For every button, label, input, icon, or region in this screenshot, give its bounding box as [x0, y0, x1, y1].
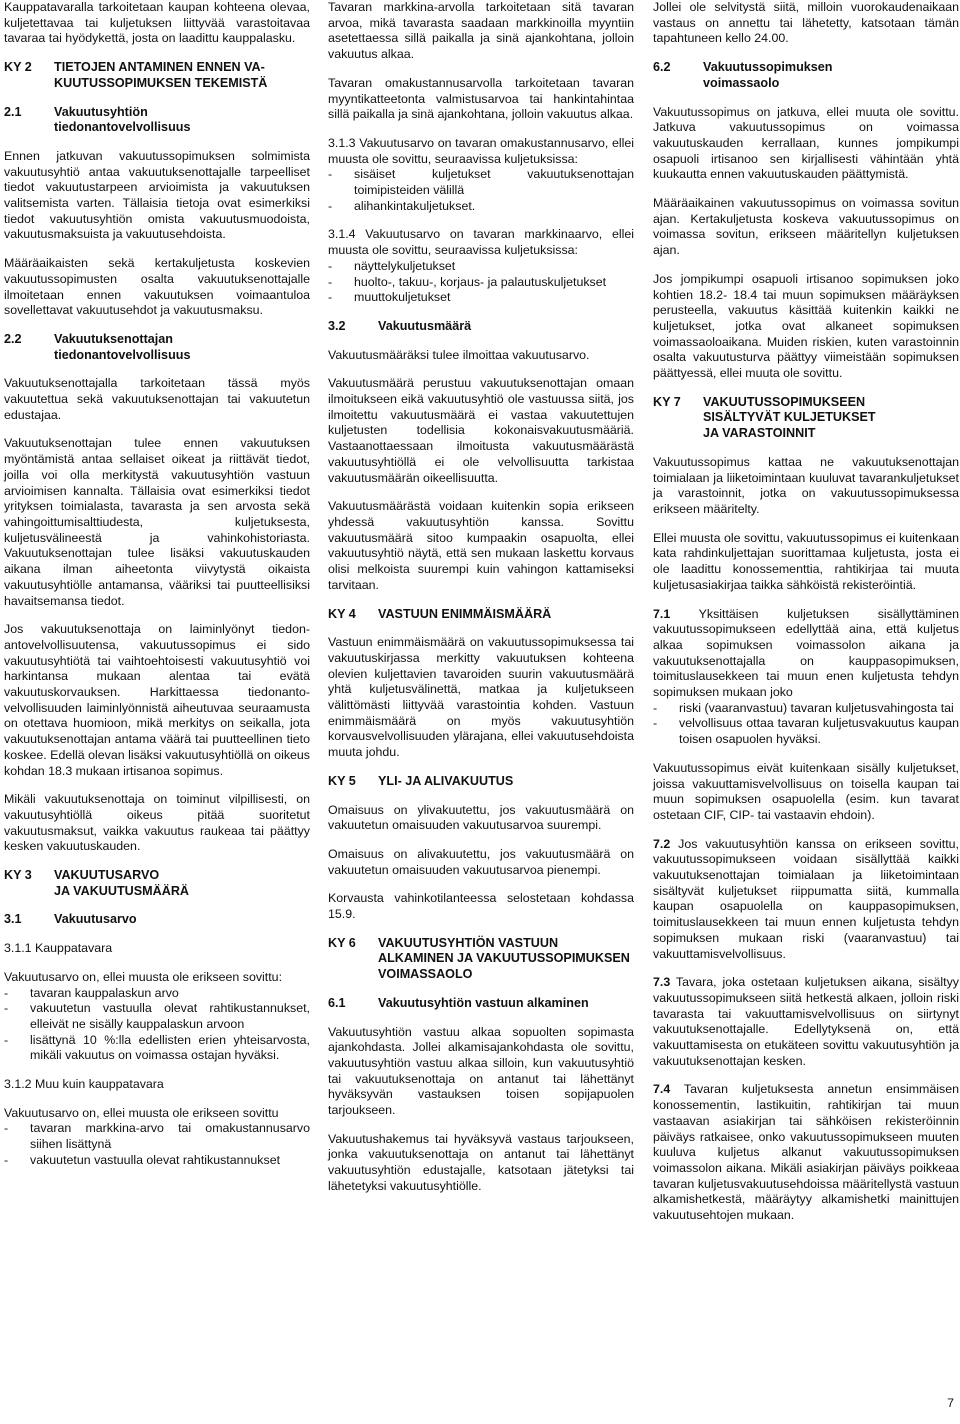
paragraph-7-4	[653, 1082, 959, 1223]
clause-text: Jos vakuutusyhtiön kanssa on erikseen sovittu, vakuutussopimukseen voidaan sisällyttää kaikki vakuutuksenottajan toimialaan ja liiketoimintaan sisältyvät kuljetukset riippumatta siitä, kummalla kaupan osapuolella on kauppasopimuksen, toimituslausekkeen tai muun ennen kuljetusta tehdyn sopimuksen mukaan riski (vaaranvastuu) tai vakuuttamisvelvollisuus.	[653, 836, 959, 961]
paragraph: Jos jompikumpi osapuoli irtisanoo sopimuksen joko kohtien 18.2- 18.4 tai muun sopimuksen määräyksen perusteella, vakuutus käsittää kuitenkin kaikki ne kuljetukset, jotka ovat alkaneet sopimuksen voimassaoloaikana. Muiden riskien, kuten varastoinnin osalta vakuutusturva päättyy viimeistään sopimuksen päättyessä, ellei muuta ole sovittu.	[653, 271, 959, 381]
paragraph: Vakuutusmäärä perustuu vakuutuksenottajan omaan ilmoitukseen eikä vakuutusyhtiö ole vastuussa siitä, jos ilmoitettu vakuutusmäärä ei vastaa vakuutettujen kuljetusten todellisia kokonaisvakuutusmääriä. Vastaanottaessaan ilmoitusta vakuutusmäärästä vakuutusyhtiöllä ei ole velvollisuutta tarkistaa vakuutusmäärän oikeellisuutta.	[328, 376, 634, 485]
column-left	[4, 0, 310, 1182]
subheading-3-1-1: 3.1.1 Kauppatavara	[4, 941, 113, 956]
section-heading-ky2	[4, 60, 310, 91]
paragraph: Omaisuus on alivakuutettu, jos vakuutusmäärä on vakuutetun omaisuuden vakuutusarvoa pienempi.	[328, 846, 634, 877]
paragraph: Vastuun enimmäismäärä on vakuutussopimuksessa tai vakuutuskirjassa merkitty vakuutuksen kohteena olevien kuljettavien tavaroiden suurin vakuutusmäärä yhtä kuljetusvälinettä, matkaa ja kuljetukseen välittömästi liittyvää varastointia kohden. Vastuun enimmäismäärä on myös vakuutusyhtiön korvausvelvollisuuden ylärajana, ellei vakuutusehdoista muuta johdu.	[328, 635, 634, 760]
paragraph: Tavaran omakustannusarvolla tarkoitetaan tavaran myyntikatteetonta valmistusarvoa tai hankintahintaa sillä paikalla ja sinä ajankohtana, jolloin vakuutus alkaa.	[328, 75, 634, 122]
paragraph: Määräaikaisten sekä kertakuljetusta koskevien vakuutussopimusten osalta vakuutuksenottajalle ilmoitetaan ennen vakuutuksen voimaantuloa sovellettavat vakuutusehdot ja vakuutusmaksu.	[4, 256, 310, 318]
heading-title: TIETOJEN ANTAMINEN ENNEN VAKUUTUSSOPIMUKSEN TEKEMISTÄ	[54, 60, 268, 90]
heading-title: Vakuutusmäärä	[378, 318, 472, 333]
heading-number: 2.1	[4, 104, 22, 119]
paragraph: Vakuutushakemus tai hyväksyvä vastaus tarjoukseen, jonka vakuutuksenottaja on antanut tai lähettänyt vakuutusyhtiön edustajalle, katsotaan jätetyksi tai lähetetyksi vakuutusyhtiölle.	[328, 1131, 634, 1193]
paragraph: 3.1.4 Vakuutusarvo on tavaran markkinaarvo, ellei muusta ole sovittu, seuraavissa kuljetuksissa:	[328, 227, 634, 258]
section-heading-ky4	[328, 607, 634, 623]
dash-list	[4, 1121, 310, 1168]
clause-number: 7.2	[653, 836, 671, 851]
clause-number: 7.4	[653, 1082, 671, 1097]
section-heading-ky6	[328, 936, 634, 983]
list-item: - sisäiset kuljetukset vakuutuksenottajan toimipisteiden välillä	[328, 167, 634, 198]
paragraph: Vakuutusyhtiön vastuu alkaa sopuolten sopimasta ajankohdasta. Jollei alkamisajankohdasta ole sovittu, vakuutusyhtiön vastuu alkaa silloin, kun vakuutusyhtiö tai vakuutuksenottaja on antanut tai lähettänyt hyväksyvän vastauksen toisen sopijapuolen tarjoukseen.	[328, 1024, 634, 1118]
list-item: - vakuutetun vastuulla olevat rahtikustannukset	[4, 1153, 310, 1169]
paragraph-7-2	[653, 837, 959, 963]
heading-number: KY 2	[4, 60, 32, 75]
paragraph: Vakuutusmäärästä voidaan kuitenkin sopia erikseen yhdessä vakuutusyhtiön kanssa. Sovittu vakuutusmäärä sitoo kumpaakin osapuolta, ellei vakuutusyhtiö näytä, että sen mukaan laskettu korvaus olisi melkoista suurempi kuin vahingon kattamiseksi tarvitaan.	[328, 499, 634, 592]
paragraph: Ellei muusta ole sovittu, vakuutussopimus ei kuitenkaan kata rahdinkuljettajan suorittamaa kuljetusta, josta ei ole laadittu konossementtia, rahtikirjaa tai muuta kuljetusasiakirjaa taikka sähköistä rekisteröintiä.	[653, 530, 959, 592]
paragraph: Tavaran markkina-arvolla tarkoitetaan sitä tavaran arvoa, mikä tavarasta saadaan markkinoilla myyntiin asetettaessa sillä paikalla ja sinä ajankohtana, jolloin vakuutus alkaa.	[328, 0, 634, 62]
paragraph: Vakuutuksenottajalla tarkoitetaan tässä myös vakuutettua sekä vakuutuksenottajan tai vakuutetun edustajaa.	[4, 376, 310, 422]
list-item: - tavaran markkina-arvo tai omakustannusarvo siihen lisättynä	[4, 1121, 310, 1152]
heading-title: YLI- JA ALIVAKUUTUS	[378, 773, 514, 788]
list-item: - muuttokuljetukset	[328, 290, 634, 306]
list-item: - velvollisuus ottaa tavaran kuljetusvakuutus kaupan toisen osapuolen hyväksi.	[653, 716, 959, 747]
heading-title: VAKUUTUSSOPIMUKSEEN SISÄLTYVÄT KULJETUKSET JA VARASTOINNIT	[703, 394, 876, 441]
paragraph: Ennen jatkuvan vakuutussopimuksen solmimista vakuutusyhtiö antaa vakuutuksenottajalle tarpeelliset tiedot vakuutustarpeen arvioimista ja vakuutuksen valitsemista varten. Tällaisia tietoja ovat esimerkiksi tiedot vakuutusyhtiön omista vakuutusmuodoista, vakuutusmaksuista ja vakuutusehdoista.	[4, 148, 310, 242]
heading-title: VAKUUTUSARVO JA VAKUUTUSMÄÄRÄ	[54, 868, 190, 898]
paragraph: Vakuutuksenottajan tulee ennen vakuutuksen myöntämistä antaa sellaiset oikeat ja riittävät tiedot, joilla voi olla merkitystä vakuutusyhtiön vastuun arvioimisen kannalta. Tällaisia ovat esimerkiksi tiedot yrityksen toimialasta, tavarasta ja sen arvosta sekä vahingoittumisalttiudesta, kuljetuksesta, kuljetusvälineestä ja vahinkohistoriasta. Vakuutuksenottajan tulee lisäksi vakuutuskauden aikana ilman aiheetonta viivytystä oikaista vakuutusyhtiölle antamansa, vääriksi tai puutteellisiksi havaitsemansa tiedot.	[4, 436, 310, 608]
paragraph: Korvausta vahinkotilanteessa selostetaan kohdassa 15.9.	[328, 891, 634, 922]
list-item: - riski (vaaranvastuu) tavaran kuljetusvahingosta tai	[653, 701, 959, 717]
dash-list	[653, 701, 959, 748]
heading-number: KY 6	[328, 935, 356, 950]
subsection-heading-3-1	[4, 912, 310, 928]
subsection-heading-2-1	[4, 105, 310, 136]
heading-number: 2.2	[4, 331, 22, 346]
paragraph: Vakuutussopimus kattaa ne vakuutuksenottajan toimialaan ja liiketoimintaan kuuluvat tavarankuljetukset ja varastoinnit, jotka on vakuutussopimuksessa erikseen määritelty.	[653, 454, 959, 516]
paragraph: Jos vakuutuksenottaja on laiminlyönyt tiedonantovelvollisuutensa, vakuutussopimus ei sido vakuutusyhtiötä tai vaihtoehtoisesti vakuutusyhtiö voi harkintansa mukaan alentaa tai evätä vakuutuskorvauksen. Harkittaessa tiedonantovelvollisuuden laiminlyönnistä aiheutuvaa seuraamusta on otettava huomioon, mikä merkitys on seikalla, jota vakuutuksenottajan antama väärä tai puutteellinen tieto koskee. Edellä olevan lisäksi vakuutusyhtiöllä on oikeus kohdan 18.3 mukaan irtisanoa sopimus.	[4, 622, 310, 778]
subsection-heading-6-2	[653, 60, 959, 91]
paragraph: Vakuutusarvo on, ellei muusta ole erikseen sovittu	[4, 1105, 279, 1120]
heading-number: 6.2	[653, 60, 671, 75]
section-heading-ky5	[328, 774, 634, 790]
list-item: - alihankintakuljetukset.	[328, 199, 634, 215]
dash-list	[4, 986, 310, 1065]
clause-text: Yksittäisen kuljetuksen sisällyttäminen vakuutussopimukseen edellyttää aina, että kuljetus alkaa sopimuksen voimassolon aikana ja vakuutuksenottajalla on kauppasopimuksen, toimituslausekkeen tai muun enen kuljetusta tehdyn sopimuksen mukaan joko	[653, 606, 959, 700]
page-number: 7	[947, 1396, 954, 1410]
clause-text: Tavara, joka ostetaan kuljetuksen aikana, sisältyy vakuutussopimukseen siitä hetkestä alkaen, jolloin riski tavarasta tai vakuuttamisvelvollisuus on siirtynyt vakuutuksenottajalle. Edellytyksenä on, että vakuuttamisesta on etukäteen sovittu vakuutusyhtiön ja vakuutuksenottajan kesken.	[653, 975, 959, 1068]
heading-number: KY 5	[328, 773, 356, 788]
paragraph: Jollei ole selvitystä siitä, milloin vuorokaudenaikaan vastaus on annettu tai lähetetty, katsotaan tämän tapahtuneen kello 24.00.	[653, 0, 959, 46]
paragraph: Vakuutusarvo on, ellei muusta ole erikseen sovittu:	[4, 969, 283, 984]
heading-title: VASTUUN ENIMMÄISMÄÄRÄ	[378, 606, 552, 621]
heading-number: KY 4	[328, 606, 356, 621]
heading-title: Vakuutussopimuksen voimassaolo	[703, 60, 833, 90]
heading-title: Vakuutusyhtiön tiedonantovelvollisuus	[54, 104, 191, 135]
heading-title: Vakuutusyhtiön vastuun alkaminen	[378, 995, 589, 1010]
paragraph-7-1	[653, 607, 959, 701]
subsection-heading-6-1	[328, 996, 634, 1012]
clause-text: Tavaran kuljetuksesta annetun ensimmäisen konossementin, lastikuitin, rahtikirjan tai muun vastaavan asiakirjan tai sähköisen rekisteröinnin päiväys ratkaisee, onko vakuutussopimukseen muuten kuuluva kuljetus alkanut vakuutussopimuksen voimassolon aikana. Mikäli asiakirjan päiväys poikkeaa tavaran kuljetusvakuutusehdoissa määritellystä vastuun alkamishetkestä, määräytyy alkamishetki mainittujen vakuutusehtojen mukaan.	[653, 1082, 959, 1223]
dash-list	[328, 259, 634, 306]
paragraph: Mikäli vakuutuksenottaja on toiminut vilpillisesti, on vakuutusyhtiöllä oikeus pitää suoritetut vakuutusmaksut, vaikka vakuutus raukeaa tai päättyy kesken vakuutuskauden.	[4, 792, 310, 854]
clause-number: 7.1	[653, 606, 671, 621]
heading-title: Vakuutusarvo	[54, 912, 137, 927]
heading-number: KY 3	[4, 868, 32, 883]
paragraph: Määräaikainen vakuutussopimus on voimassa sovitun ajan. Kertakuljetusta koskeva vakuutussopimus on voimassa sovitun, erikseen määritellyn kuljetuksen ajan.	[653, 196, 959, 258]
heading-number: 3.1	[4, 912, 22, 927]
subsection-heading-3-2	[328, 319, 634, 335]
heading-number: 3.2	[328, 318, 346, 333]
list-item: - tavaran kauppalaskun arvo	[4, 986, 310, 1002]
heading-number: KY 7	[653, 394, 681, 409]
column-right	[653, 0, 959, 1237]
paragraph: Vakuutusmääräksi tulee ilmoittaa vakuutusarvo.	[328, 347, 590, 362]
paragraph: Vakuutussopimus eivät kuitenkaan sisälly kuljetukset, joissa vakuuttamisvelvollisuus on toisella kaupan tai muun sopimuksen osapuolella (esim. kun tavarat ostetaan CIF, CIP- tai vastaavin ehdoin).	[653, 760, 959, 822]
heading-title: Vakuutuksenottajan tiedonantovelvollisuus	[54, 331, 191, 362]
paragraph: Kauppatavaralla tarkoitetaan kaupan kohteena olevaa, kuljetettavaa tai kuljetuksen liittyvää varastoitavaa tavaraa tai hyödykettä, josta on laadittu kauppalasku.	[4, 0, 310, 46]
list-item: - näyttelykuljetukset	[328, 259, 634, 275]
dash-list	[328, 167, 634, 214]
section-heading-ky3	[4, 868, 310, 899]
list-item: - lisättynä 10 %:lla edellisten erien yhteisarvosta, mikäli vakuutus on voimassa ostajan hyväksi.	[4, 1033, 310, 1064]
paragraph: Omaisuus on ylivakuutettu, jos vakuutusmäärä on vakuutetun omaisuuden vakuutusarvoa suurempi.	[328, 802, 634, 833]
heading-title: VAKUUTUSYHTIÖN VASTUUN ALKAMINEN JA VAKUUTUSSOPIMUKSEN VOIMASSAOLO	[378, 935, 630, 982]
paragraph-7-3	[653, 975, 959, 1069]
paragraph: 3.1.3 Vakuutusarvo on tavaran omakustannusarvo, ellei muusta ole sovittu, seuraavissa kuljetuksissa:	[328, 135, 634, 166]
subsection-heading-2-2	[4, 332, 310, 363]
paragraph: Vakuutussopimus on jatkuva, ellei muuta ole sovittu. Jatkuva vakuutussopimus on voimassa vakuutuskauden kerrallaan, kunnes jompikumpi osapuoli irtisanoo sen kirjallisesti vähintään yhtä kuukautta ennen vakuutuskauden päättymistä.	[653, 104, 959, 182]
list-item: - huolto-, takuu-, korjaus- ja palautuskuljetukset	[328, 275, 634, 291]
section-heading-ky7	[653, 395, 959, 442]
column-middle	[328, 0, 634, 1208]
list-item: - vakuutetun vastuulla olevat rahtikustannukset, elleivät ne sisälly kauppalaskun arvoon	[4, 1001, 310, 1032]
clause-number: 7.3	[653, 975, 671, 990]
heading-number: 6.1	[328, 995, 346, 1010]
subheading-3-1-2: 3.1.2 Muu kuin kauppatavara	[4, 1077, 164, 1092]
